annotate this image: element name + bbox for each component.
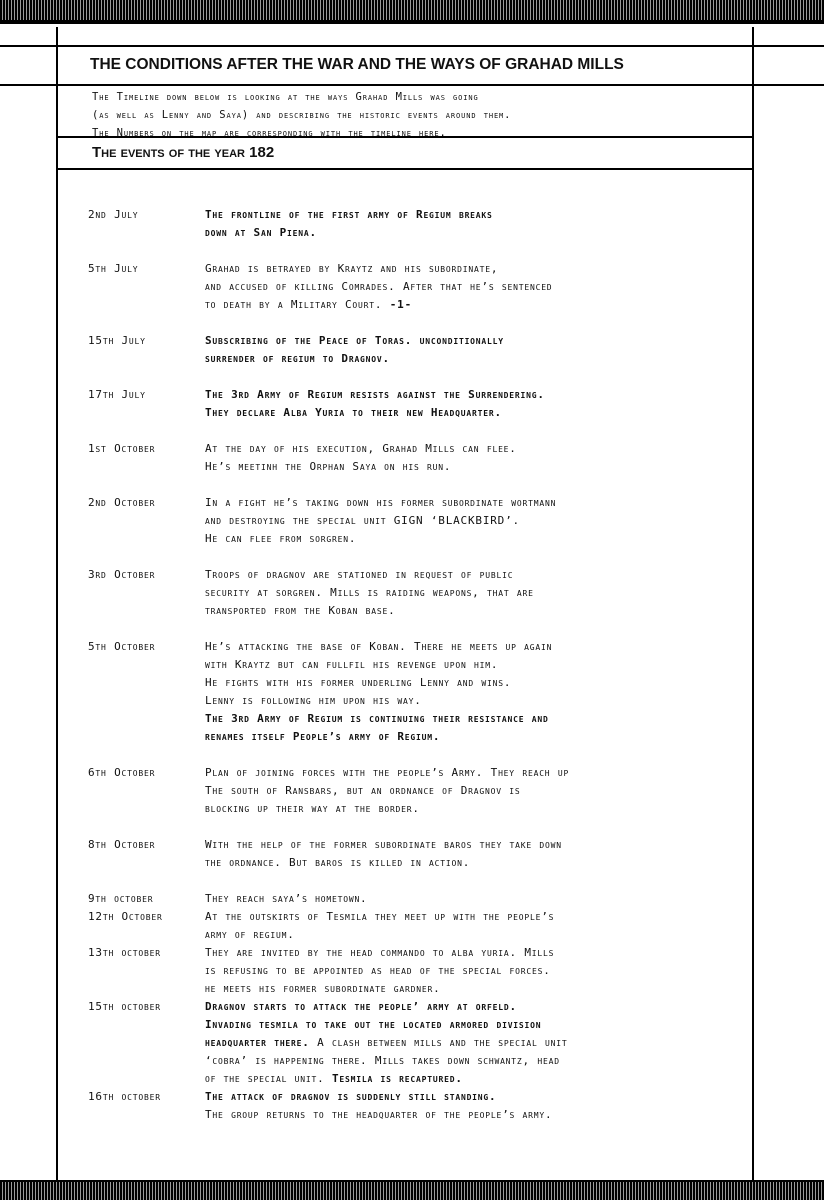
timeline xyxy=(88,206,758,1124)
timeline-line xyxy=(205,512,758,530)
timeline-line xyxy=(205,926,758,944)
timeline-description xyxy=(205,836,758,872)
timeline-entry xyxy=(88,998,758,1088)
timeline-line xyxy=(205,728,758,746)
timeline-description xyxy=(205,908,758,944)
timeline-line xyxy=(205,908,758,926)
plain-text: Troops of dragnov are stationed in request of public xyxy=(205,568,514,581)
intro-line: (as well as Lenny and Saya) and describing the historic events around them. xyxy=(92,109,512,121)
divider-top xyxy=(0,45,824,47)
timeline-description xyxy=(205,440,758,476)
bold-text: The 3rd Army of Regium is continuing their resistance and xyxy=(205,712,549,725)
timeline-line xyxy=(205,998,758,1016)
plain-text: the ordnance. But baros is killed in action. xyxy=(205,856,471,869)
timeline-line xyxy=(205,350,758,368)
timeline-entry xyxy=(88,1088,758,1124)
timeline-line xyxy=(205,854,758,872)
divider-below-year xyxy=(58,168,754,170)
plain-text: A clash between mills and the special unit xyxy=(309,1036,568,1049)
timeline-entry xyxy=(88,440,758,476)
timeline-entry xyxy=(88,386,758,422)
timeline-line xyxy=(205,458,758,476)
timeline-entry xyxy=(88,206,758,242)
intro-line: The Timeline down below is looking at the ways Grahad Mills was going xyxy=(92,91,479,103)
bold-text: -1- xyxy=(389,298,413,311)
timeline-entry xyxy=(88,908,758,944)
timeline-date: 5th October xyxy=(88,640,156,653)
timeline-entry xyxy=(88,764,758,818)
timeline-description xyxy=(205,206,758,242)
bold-text: Invading tesmila to take out the located armored division xyxy=(205,1018,542,1031)
timeline-date: 3rd October xyxy=(88,568,156,581)
timeline-date: 2nd October xyxy=(88,496,156,509)
plain-text: He’s meetinh the Orphan Saya on his run. xyxy=(205,460,452,473)
timeline-line xyxy=(205,566,758,584)
timeline-date: 1st October xyxy=(88,442,156,455)
plain-text: he meets his former subordinate gardner. xyxy=(205,982,441,995)
bold-text: They declare Alba Yuria to their new Headquarter. xyxy=(205,406,502,419)
plain-text: Lenny is following him upon his way. xyxy=(205,694,422,707)
plain-text: They are invited by the head commando to alba yuria. Mills xyxy=(205,946,555,959)
timeline-line xyxy=(205,296,758,314)
timeline-line xyxy=(205,764,758,782)
timeline-description xyxy=(205,332,758,368)
timeline-line xyxy=(205,260,758,278)
timeline-entry xyxy=(88,638,758,746)
plain-text: At the outskirts of Tesmila they meet up with the people’s xyxy=(205,910,555,923)
timeline-line xyxy=(205,656,758,674)
bold-text: renames itself People’s army of Regium. xyxy=(205,730,441,743)
plain-text: He’s attacking the base of Koban. There he meets up again xyxy=(205,640,553,653)
plain-text: security at sorgren. Mills is raiding weapons, that are xyxy=(205,586,534,599)
timeline-line xyxy=(205,890,758,908)
timeline-date: 17th July xyxy=(88,388,146,401)
plain-text: to death by a Military Court. xyxy=(205,298,390,311)
plain-text: Grahad is betrayed by Kraytz and his subordinate, xyxy=(205,262,499,275)
intro-line: The Numbers on the map are corresponding with the timeline here. xyxy=(92,127,447,139)
timeline-date: 6th October xyxy=(88,766,156,779)
plain-text: They reach saya’s hometown. xyxy=(205,892,368,905)
plain-text: of the special unit. xyxy=(205,1072,332,1085)
timeline-line xyxy=(205,710,758,728)
timeline-description xyxy=(205,386,758,422)
timeline-description xyxy=(205,890,758,908)
timeline-line xyxy=(205,1106,758,1124)
plain-text: with Kraytz but can fullfil his revenge upon him. xyxy=(205,658,499,671)
timeline-entry xyxy=(88,260,758,314)
timeline-line xyxy=(205,638,758,656)
timeline-description xyxy=(205,638,758,746)
bold-text: The attack of dragnov is suddenly still standing. xyxy=(205,1090,497,1103)
timeline-date: 13th october xyxy=(88,946,161,959)
timeline-description xyxy=(205,998,758,1088)
timeline-line xyxy=(205,494,758,512)
timeline-line xyxy=(205,1034,758,1052)
timeline-description xyxy=(205,944,758,998)
plain-text: and destroying the special unit GIGN ‘BLACKBIRD’. xyxy=(205,514,520,527)
timeline-date: 16th october xyxy=(88,1090,161,1103)
timeline-date: 5th July xyxy=(88,262,139,275)
timeline-line xyxy=(205,1070,758,1088)
timeline-description xyxy=(205,1088,758,1124)
timeline-date: 9th october xyxy=(88,892,154,905)
timeline-line xyxy=(205,1052,758,1070)
timeline-line xyxy=(205,692,758,710)
bold-text: surrender of regium to Dragnov. xyxy=(205,352,390,365)
timeline-entry xyxy=(88,836,758,872)
timeline-line xyxy=(205,584,758,602)
timeline-entry xyxy=(88,494,758,548)
timeline-line xyxy=(205,962,758,980)
page-title: THE CONDITIONS AFTER THE WAR AND THE WAYS OF GRAHAD MILLS xyxy=(90,56,624,73)
plain-text: and accused of killing Comrades. After that he’s sentenced xyxy=(205,280,553,293)
timeline-entry xyxy=(88,890,758,908)
timeline-date: 15th october xyxy=(88,1000,161,1013)
top-border-band xyxy=(0,0,824,24)
bold-text: Dragnov starts to attack the people’ army at orfeld. xyxy=(205,1000,517,1013)
plain-text: blocking up their way at the border. xyxy=(205,802,420,815)
timeline-line xyxy=(205,1088,758,1106)
timeline-date: 15th July xyxy=(88,334,146,347)
timeline-line xyxy=(205,404,758,422)
timeline-line xyxy=(205,836,758,854)
bold-text: Subscribing of the Peace of Toras. unconditionally xyxy=(205,334,504,347)
timeline-line xyxy=(205,530,758,548)
timeline-date: 12th October xyxy=(88,910,163,923)
bold-text: headquarter there. xyxy=(205,1036,310,1049)
timeline-entry xyxy=(88,566,758,620)
timeline-line xyxy=(205,440,758,458)
timeline-line xyxy=(205,800,758,818)
plain-text: He can flee from sorgren. xyxy=(205,532,357,545)
timeline-line xyxy=(205,224,758,242)
timeline-line xyxy=(205,674,758,692)
timeline-description xyxy=(205,260,758,314)
plain-text: army of regium. xyxy=(205,928,295,941)
plain-text: Plan of joining forces with the people’s Army. They reach up xyxy=(205,766,570,779)
timeline-line xyxy=(205,1016,758,1034)
bold-text: The frontline of the first army of Regium breaks xyxy=(205,208,493,221)
timeline-line xyxy=(205,980,758,998)
timeline-line xyxy=(205,782,758,800)
plain-text: With the help of the former subordinate baros they take down xyxy=(205,838,562,851)
plain-text: He fights with his former underling Lenny and wins. xyxy=(205,676,512,689)
plain-text: In a fight he’s taking down his former subordinate wortmann xyxy=(205,496,557,509)
plain-text: At the day of his execution, Grahad Mills can flee. xyxy=(205,442,517,455)
bottom-border-band xyxy=(0,1180,824,1200)
timeline-description xyxy=(205,494,758,548)
bold-text: down at San Piena. xyxy=(205,226,317,239)
divider-below-title xyxy=(0,84,824,86)
timeline-line xyxy=(205,332,758,350)
timeline-line xyxy=(205,386,758,404)
left-frame-line xyxy=(56,27,58,1182)
bold-text: Tesmila is recaptured. xyxy=(331,1072,463,1085)
timeline-description xyxy=(205,566,758,620)
plain-text: The group returns to the headquarter of the people’s army. xyxy=(205,1108,553,1121)
timeline-line xyxy=(205,278,758,296)
plain-text: is refusing to be appointed as head of the special forces. xyxy=(205,964,551,977)
timeline-description xyxy=(205,764,758,818)
section-title: The events of the year 182 xyxy=(92,144,275,161)
timeline-line xyxy=(205,602,758,620)
timeline-entry xyxy=(88,944,758,998)
timeline-date: 8th October xyxy=(88,838,156,851)
intro-text xyxy=(92,88,742,142)
plain-text: transported from the Koban base. xyxy=(205,604,396,617)
timeline-line xyxy=(205,944,758,962)
plain-text: The south of Ransbars, but an ordnance of Dragnov is xyxy=(205,784,521,797)
timeline-entry xyxy=(88,332,758,368)
timeline-date: 2nd July xyxy=(88,208,139,221)
timeline-line xyxy=(205,206,758,224)
bold-text: The 3rd Army of Regium resists against the Surrendering. xyxy=(205,388,545,401)
plain-text: ‘cobra’ is happening there. Mills takes down schwantz, head xyxy=(205,1054,560,1067)
